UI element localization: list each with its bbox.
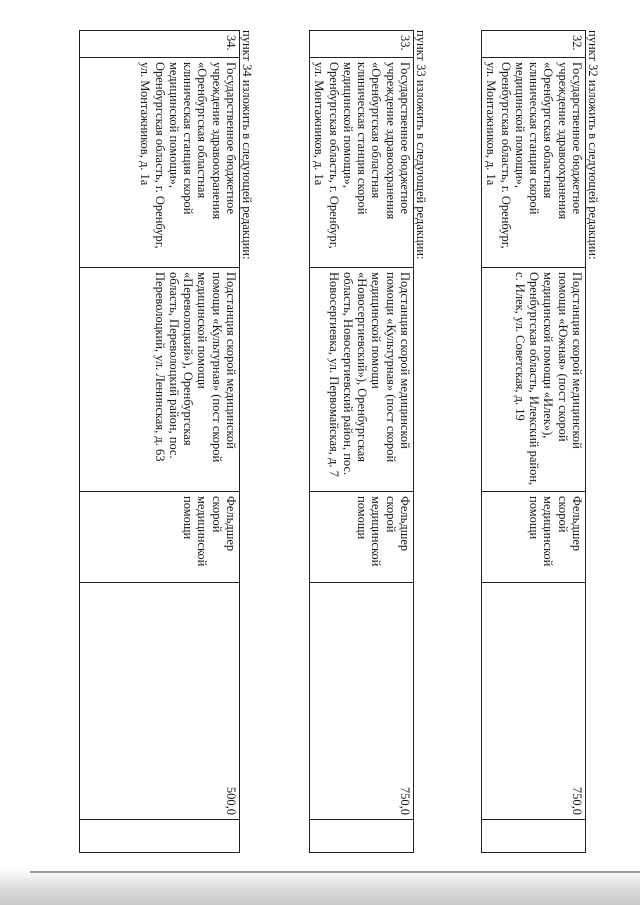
empty-cell <box>309 820 413 853</box>
table-row <box>481 31 585 853</box>
unit-address-cell: Подстанция скорой медицинской помощи «Культурная» (пост скорой медицинской помощи «Переволоцкий»), Оренбургская область, Переволоцкий район, пос. Переволоцкий, ул. Ленинская, д. 63 <box>80 268 240 492</box>
amount-cell: 500,0 <box>80 583 240 820</box>
row-number: 33. <box>309 31 413 58</box>
unit-address-cell: Подстанция скорой медицинской помощи «Южная» (пост скорой медицинской помощи «Илек»), Оренбургская область, Илекский район, с. Илек, ул. Советская, д. 19 <box>481 268 585 492</box>
position-cell: Фельдшер скорой медицинской помощи <box>80 492 240 583</box>
empty-cell <box>80 820 240 853</box>
record-table <box>309 30 414 853</box>
position-cell: Фельдшер скорой медицинской помощи <box>309 492 413 583</box>
organization-cell: Государственное бюджетное учреждение здравоохранения «Оренбургская областная клиническая станция скорой медицинской помощи», Оренбургская область, г. Оренбург, ул. Монтажников, д. 1а <box>80 58 240 268</box>
table-row <box>80 31 240 853</box>
organization-cell: Государственное бюджетное учреждение здравоохранения «Оренбургская областная клиническая станция скорой медицинской помощи», Оренбургская область, г. Оренбург, ул. Монтажников, д. 1а <box>481 58 585 268</box>
table-row <box>309 31 413 853</box>
section-heading: пункт 34 изложить в следующей редакции: <box>240 30 254 260</box>
record-table <box>481 30 586 853</box>
row-number: 34. <box>80 31 240 58</box>
unit-address-cell: Подстанция скорой медицинской помощи «Культурная» (пост скорой медицинской помощи «Новосергиевский»), Оренбургская область, Новосергиевский район, пос. Новосергиевка, ул. Первомайская, д. 7 <box>309 268 413 492</box>
amount-cell: 750,0 <box>481 583 585 820</box>
empty-cell <box>481 820 585 853</box>
amount-cell: 750,0 <box>309 583 413 820</box>
row-number: 32. <box>481 31 585 58</box>
section-heading: пункт 33 изложить в следующей редакции: <box>414 30 428 260</box>
section-heading: пункт 32 изложить в следующей редакции: <box>586 30 600 260</box>
record-table <box>79 30 240 853</box>
organization-cell: Государственное бюджетное учреждение здравоохранения «Оренбургская областная клиническая станция скорой медицинской помощи», Оренбургская область, г. Оренбург, ул. Монтажников, д. 1а <box>309 58 413 268</box>
position-cell: Фельдшер скорой медицинской помощи <box>481 492 585 583</box>
